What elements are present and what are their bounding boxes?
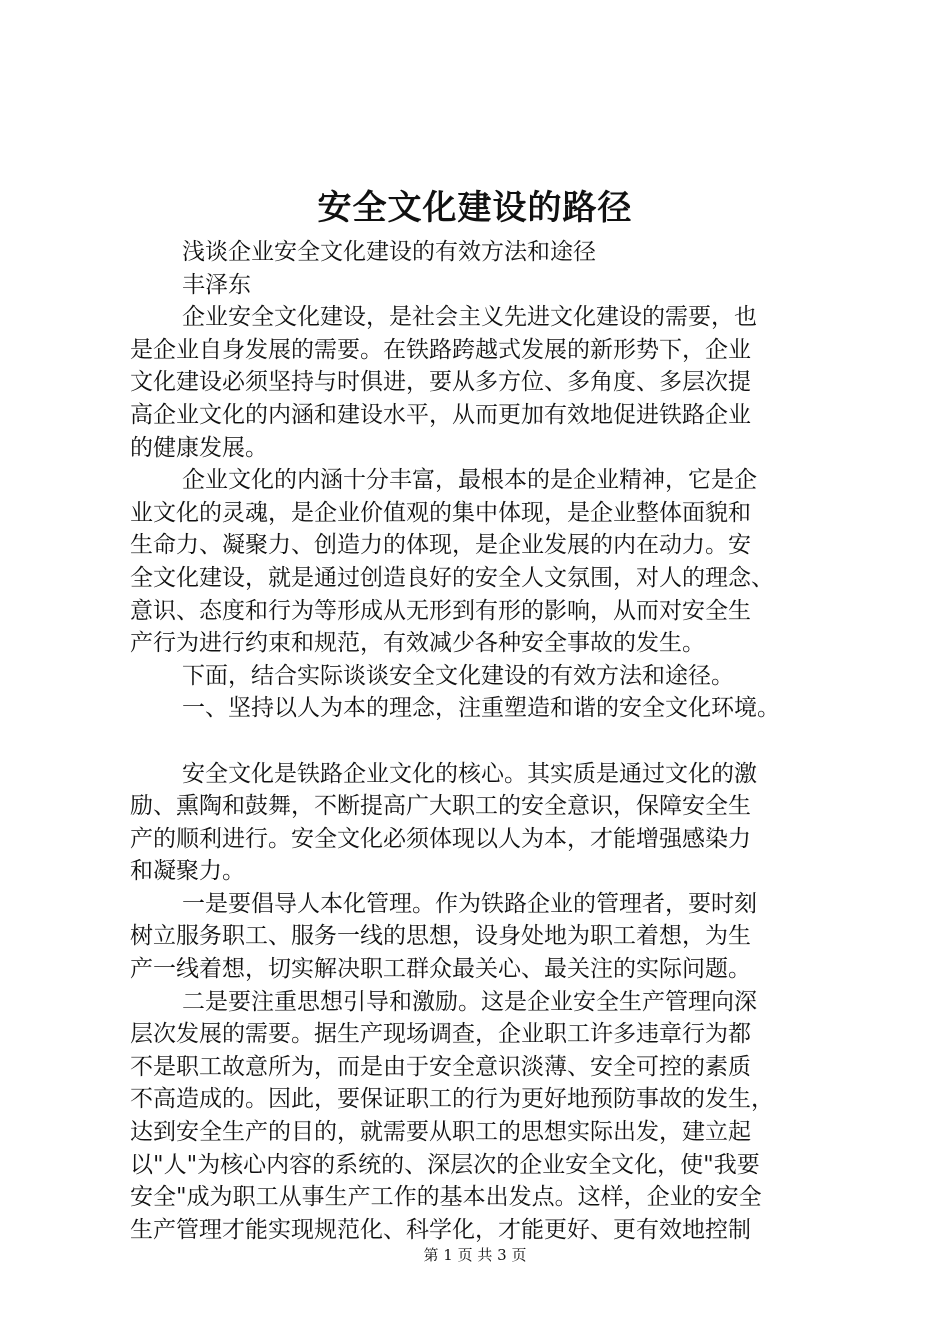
text-line: 励、熏陶和鼓舞，不断提高广大职工的安全意识，保障安全生 — [130, 793, 751, 820]
text-line: 以"人"为核心内容的系统的、深层次的企业安全文化，使"我要 — [130, 1151, 760, 1178]
text-line: 的健康发展。 — [130, 434, 268, 461]
text-line: 浅谈企业安全文化建设的有效方法和途径 — [182, 239, 596, 265]
text-line: 达到安全生产的目的，就需要从职工的思想实际出发，建立起 — [130, 1119, 751, 1146]
text-line: 企业安全文化建设，是社会主义先进文化建设的需要，也 — [182, 304, 757, 331]
page-footer: 第 1 页 共 3 页 — [423, 1246, 527, 1264]
text-line: 不是职工故意所为，而是由于安全意识淡薄、安全可控的素质 — [130, 1053, 751, 1080]
text-line: 层次发展的需要。据生产现场调查，企业职工许多违章行为都 — [130, 1021, 751, 1048]
text-line: 树立服务职工、服务一线的思想，设身处地为职工着想，为生 — [130, 923, 751, 950]
text-line: 企业文化的内涵十分丰富，最根本的是企业精神，它是企 — [182, 467, 757, 494]
text-line: 和凝聚力。 — [130, 858, 245, 885]
text-line: 产一线着想，切实解决职工群众最关心、最关注的实际问题。 — [130, 956, 751, 983]
text-line: 是企业自身发展的需要。在铁路跨越式发展的新形势下，企业 — [130, 336, 751, 363]
blank-line — [130, 725, 850, 758]
text-line: 业文化的灵魂，是企业价值观的集中体现，是企业整体面貌和 — [130, 499, 751, 526]
text-line: 安全文化是铁路企业文化的核心。其实质是通过文化的激 — [182, 760, 757, 787]
text-line: 一是要倡导人本化管理。作为铁路企业的管理者，要时刻 — [182, 890, 757, 917]
text-line: 文化建设必须坚持与时俱进，要从多方位、多角度、多层次提 — [130, 369, 751, 396]
document-body — [130, 236, 850, 1246]
text-line: 生产管理才能实现规范化、科学化，才能更好、更有效地控制 — [130, 1216, 751, 1243]
text-line: 下面，结合实际谈谈安全文化建设的有效方法和途径。 — [182, 662, 734, 689]
text-line: 不高造成的。因此，要保证职工的行为更好地预防事故的发生， — [130, 1086, 774, 1113]
text-line: 产的顺利进行。安全文化必须体现以人为本，才能增强感染力 — [130, 825, 751, 852]
text-line: 安全"成为职工从事生产工作的基本出发点。这样，企业的安全 — [130, 1184, 762, 1211]
text-line: 生命力、凝聚力、创造力的体现，是企业发展的内在动力。安 — [130, 532, 751, 559]
text-line: 产行为进行约束和规范，有效减少各种安全事故的发生。 — [130, 630, 705, 657]
text-line: 丰泽东 — [182, 271, 251, 298]
text-line: 全文化建设，就是通过创造良好的安全人文氛围，对人的理念、 — [130, 564, 774, 591]
document-title: 安全文化建设的路径 — [317, 188, 633, 228]
text-line: 意识、态度和行为等形成从无形到有形的影响，从而对安全生 — [130, 597, 751, 624]
text-line: 高企业文化的内涵和建设水平，从而更加有效地促进铁路企业 — [130, 401, 751, 428]
text-line: 一、坚持以人为本的理念，注重塑造和谐的安全文化环境。 — [182, 695, 780, 722]
text-line: 二是要注重思想引导和激励。这是企业安全生产管理向深 — [182, 988, 757, 1015]
